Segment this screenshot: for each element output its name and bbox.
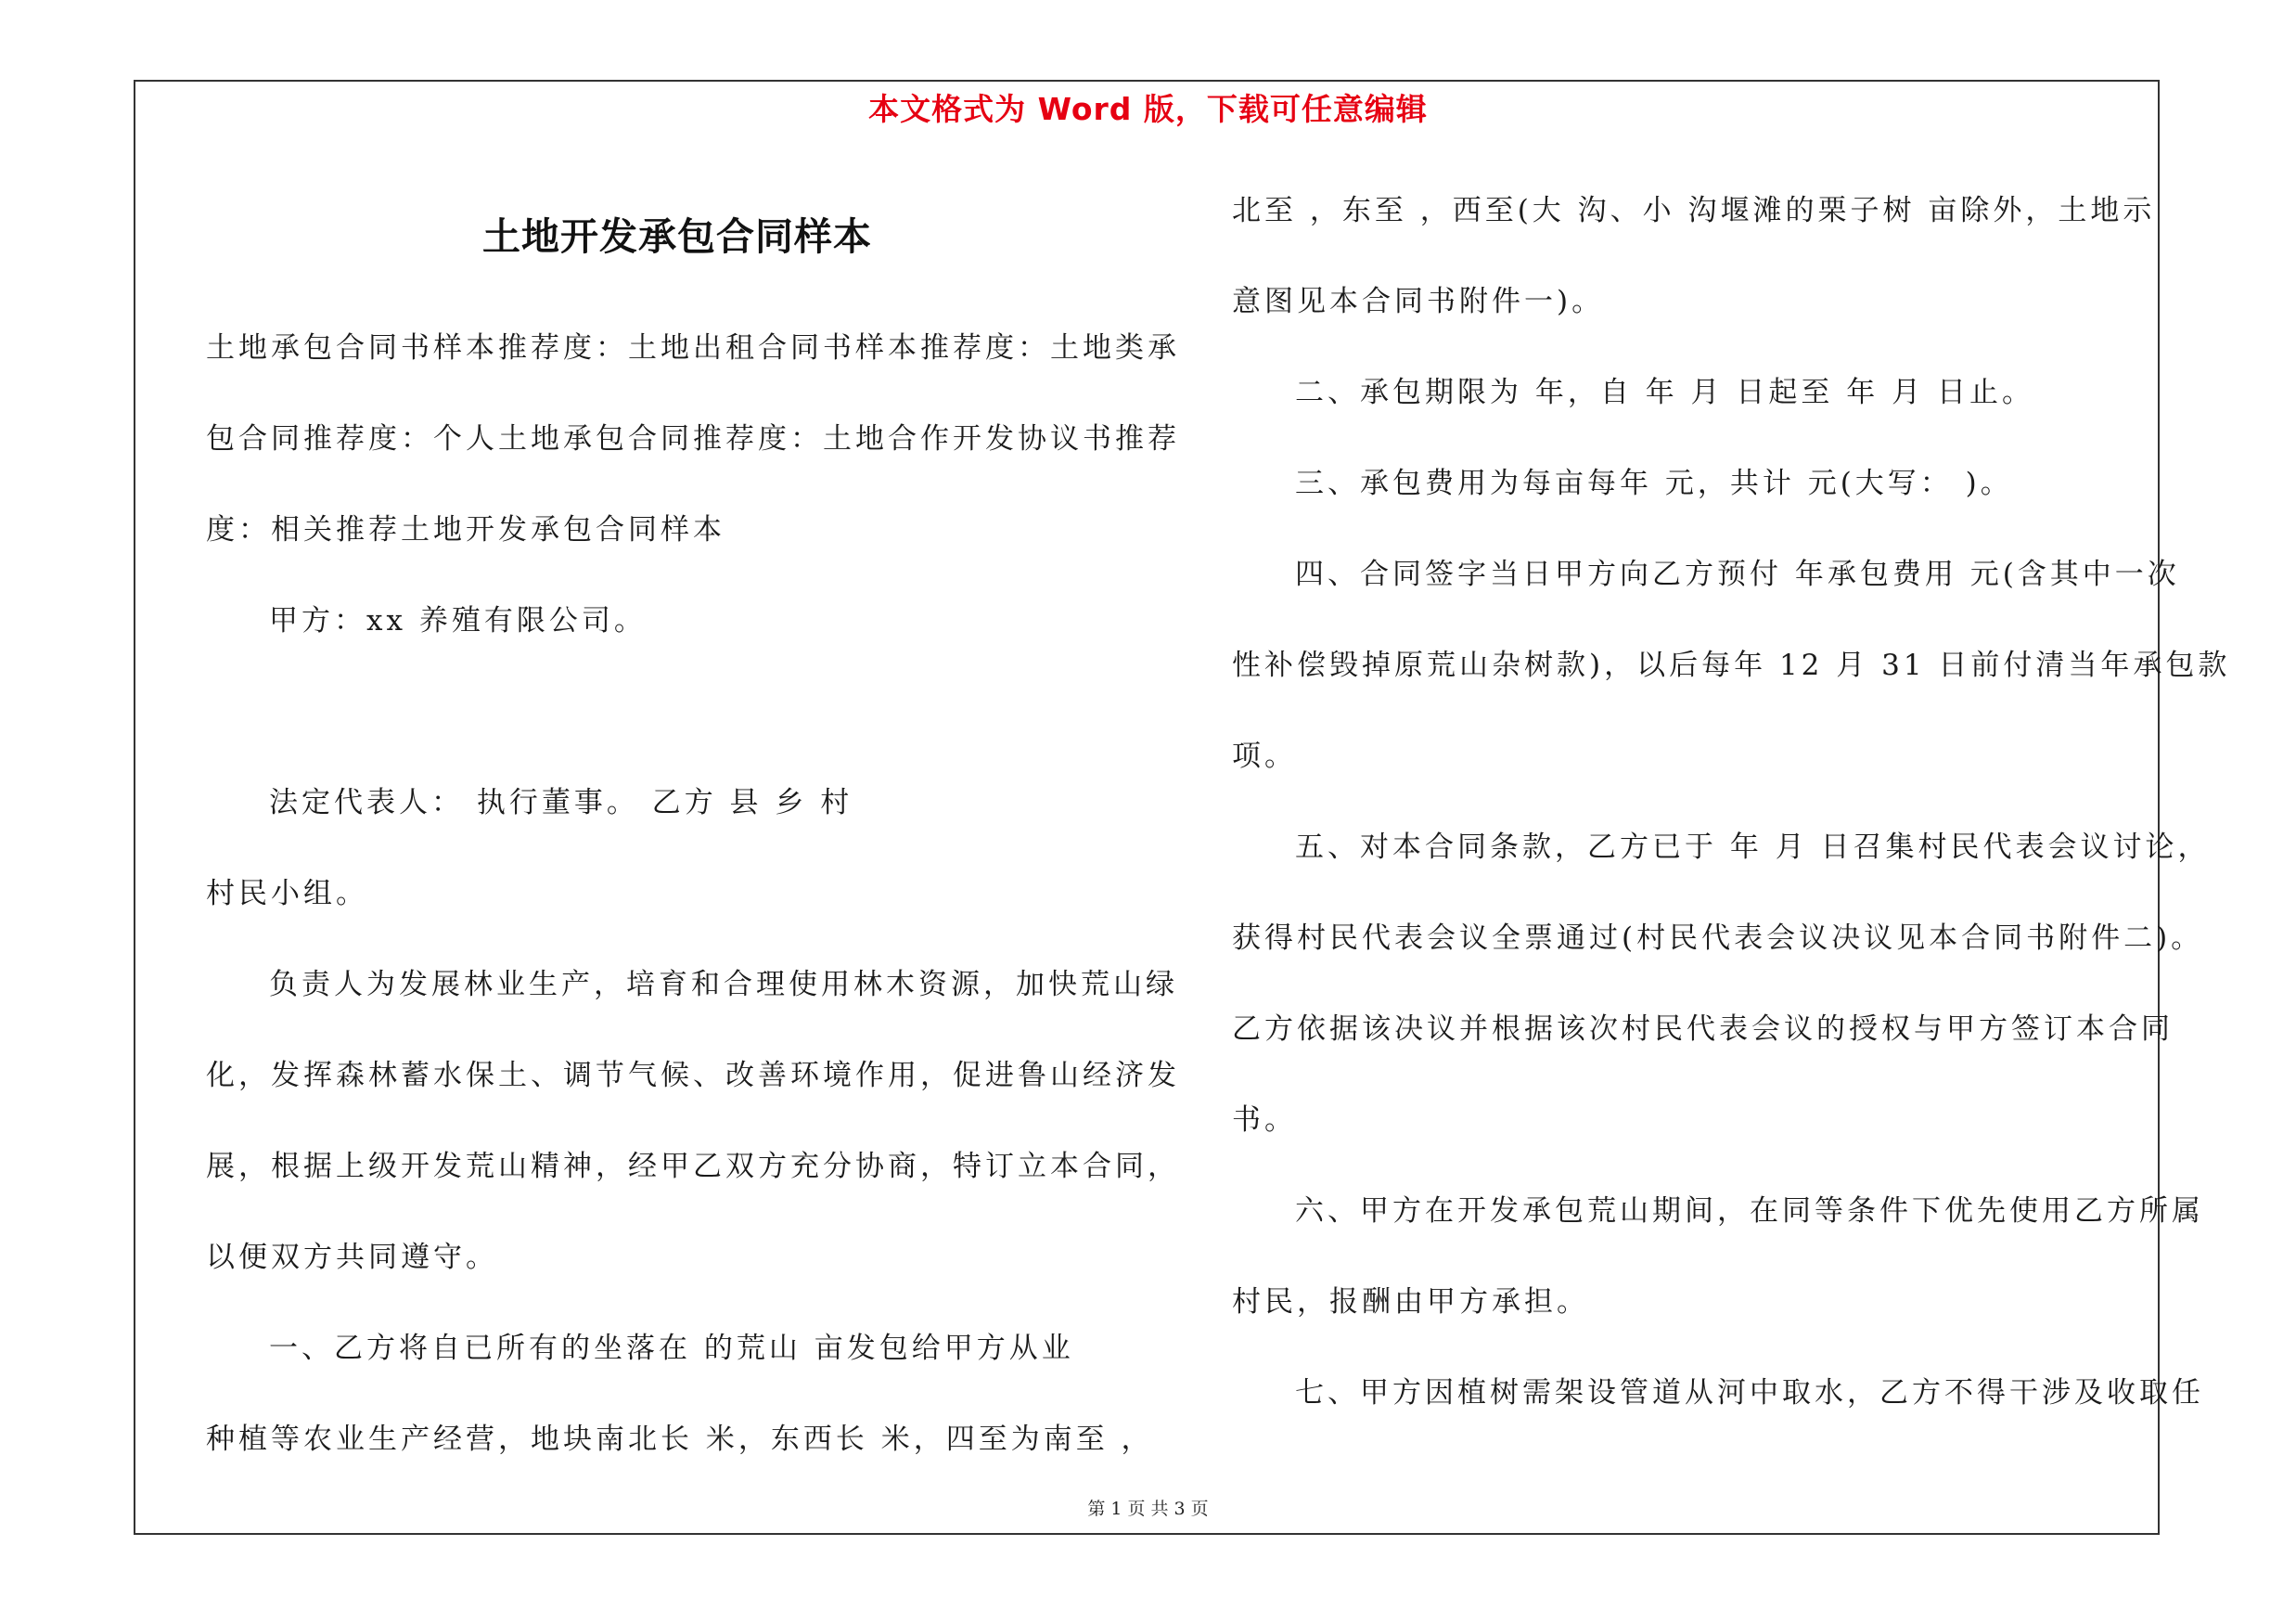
left-column-line: 化，发挥森林蓄水保土、调节气候、改善环境作用，促进鲁山经济发 xyxy=(206,1059,1180,1092)
right-column-line: 意图见本合同书附件一)。 xyxy=(1232,285,1605,318)
left-column-line xyxy=(206,666,1148,757)
left-column-line: 法定代表人： 执行董事。 乙方 县 乡 村 xyxy=(269,786,853,819)
left-column-line: 包合同推荐度：个人土地承包合同推荐度：土地合作开发协议书推荐 xyxy=(206,422,1180,456)
right-column-line: 书。 xyxy=(1232,1103,1297,1137)
right-column-line: 北至 ，东至 ，西至(大 沟、小 沟堰滩的栗子树 亩除外，土地示 xyxy=(1232,194,2156,227)
right-column-line: 村民，报酬由甲方承担。 xyxy=(1232,1285,1589,1319)
left-column-line: 展，根据上级开发荒山精神，经甲乙双方充分协商，特订立本合同， xyxy=(206,1150,1180,1183)
right-column-line: 二、承包期限为 年，自 年 月 日起至 年 月 日止。 xyxy=(1295,376,2034,409)
left-column-line: 一、乙方将自已所有的坐落在 的荒山 亩发包给甲方从业 xyxy=(269,1332,1074,1365)
left-column-line: 土地承包合同书样本推荐度：土地出租合同书样本推荐度：土地类承 xyxy=(206,331,1180,365)
document-title: 土地开发承包合同样本 xyxy=(482,214,872,259)
right-column-line: 七、甲方因植树需架设管道从河中取水，乙方不得干涉及收取任 xyxy=(1295,1376,2204,1410)
right-column-line: 六、甲方在开发承包荒山期间，在同等条件下优先使用乙方所属 xyxy=(1295,1194,2204,1228)
right-column-line: 三、承包费用为每亩每年 元，共计 元(大写： )。 xyxy=(1295,467,2013,500)
right-column-line: 性补偿毁掉原荒山杂树款)，以后每年 12 月 31 日前付清当年承包款 xyxy=(1232,649,2231,682)
word-format-banner: 本文格式为 Word 版，下载可任意编辑 xyxy=(868,91,1428,127)
right-column-line: 五、对本合同条款，乙方已于 年 月 日召集村民代表会议讨论， xyxy=(1295,831,2211,864)
right-column-line: 四、合同签字当日甲方向乙方预付 年承包费用 元(含其中一次 xyxy=(1295,558,2180,591)
left-column-line: 村民小组。 xyxy=(206,877,368,910)
left-column-line: 甲方：xx 养殖有限公司。 xyxy=(269,604,647,638)
right-column-line: 获得村民代表会议全票通过(村民代表会议决议见本合同书附件二)。 xyxy=(1232,921,2204,955)
right-column-line: 乙方依据该决议并根据该次村民代表会议的授权与甲方签订本合同 xyxy=(1232,1012,2174,1046)
page-footer: 第 1 页 共 3 页 xyxy=(1087,1499,1209,1519)
right-column-line: 项。 xyxy=(1232,740,1297,773)
left-column-line: 度：相关推荐土地开发承包合同样本 xyxy=(206,513,725,547)
left-column-line: 以便双方共同遵守。 xyxy=(206,1241,498,1274)
left-column-line: 负责人为发展林业生产，培育和合理使用林木资源，加快荒山绿 xyxy=(269,968,1178,1001)
left-column xyxy=(206,303,1180,1485)
right-column xyxy=(1232,165,2231,1438)
left-column-line: 种植等农业生产经营，地块南北长 米，东西长 米，四至为南至 ， xyxy=(206,1423,1154,1456)
